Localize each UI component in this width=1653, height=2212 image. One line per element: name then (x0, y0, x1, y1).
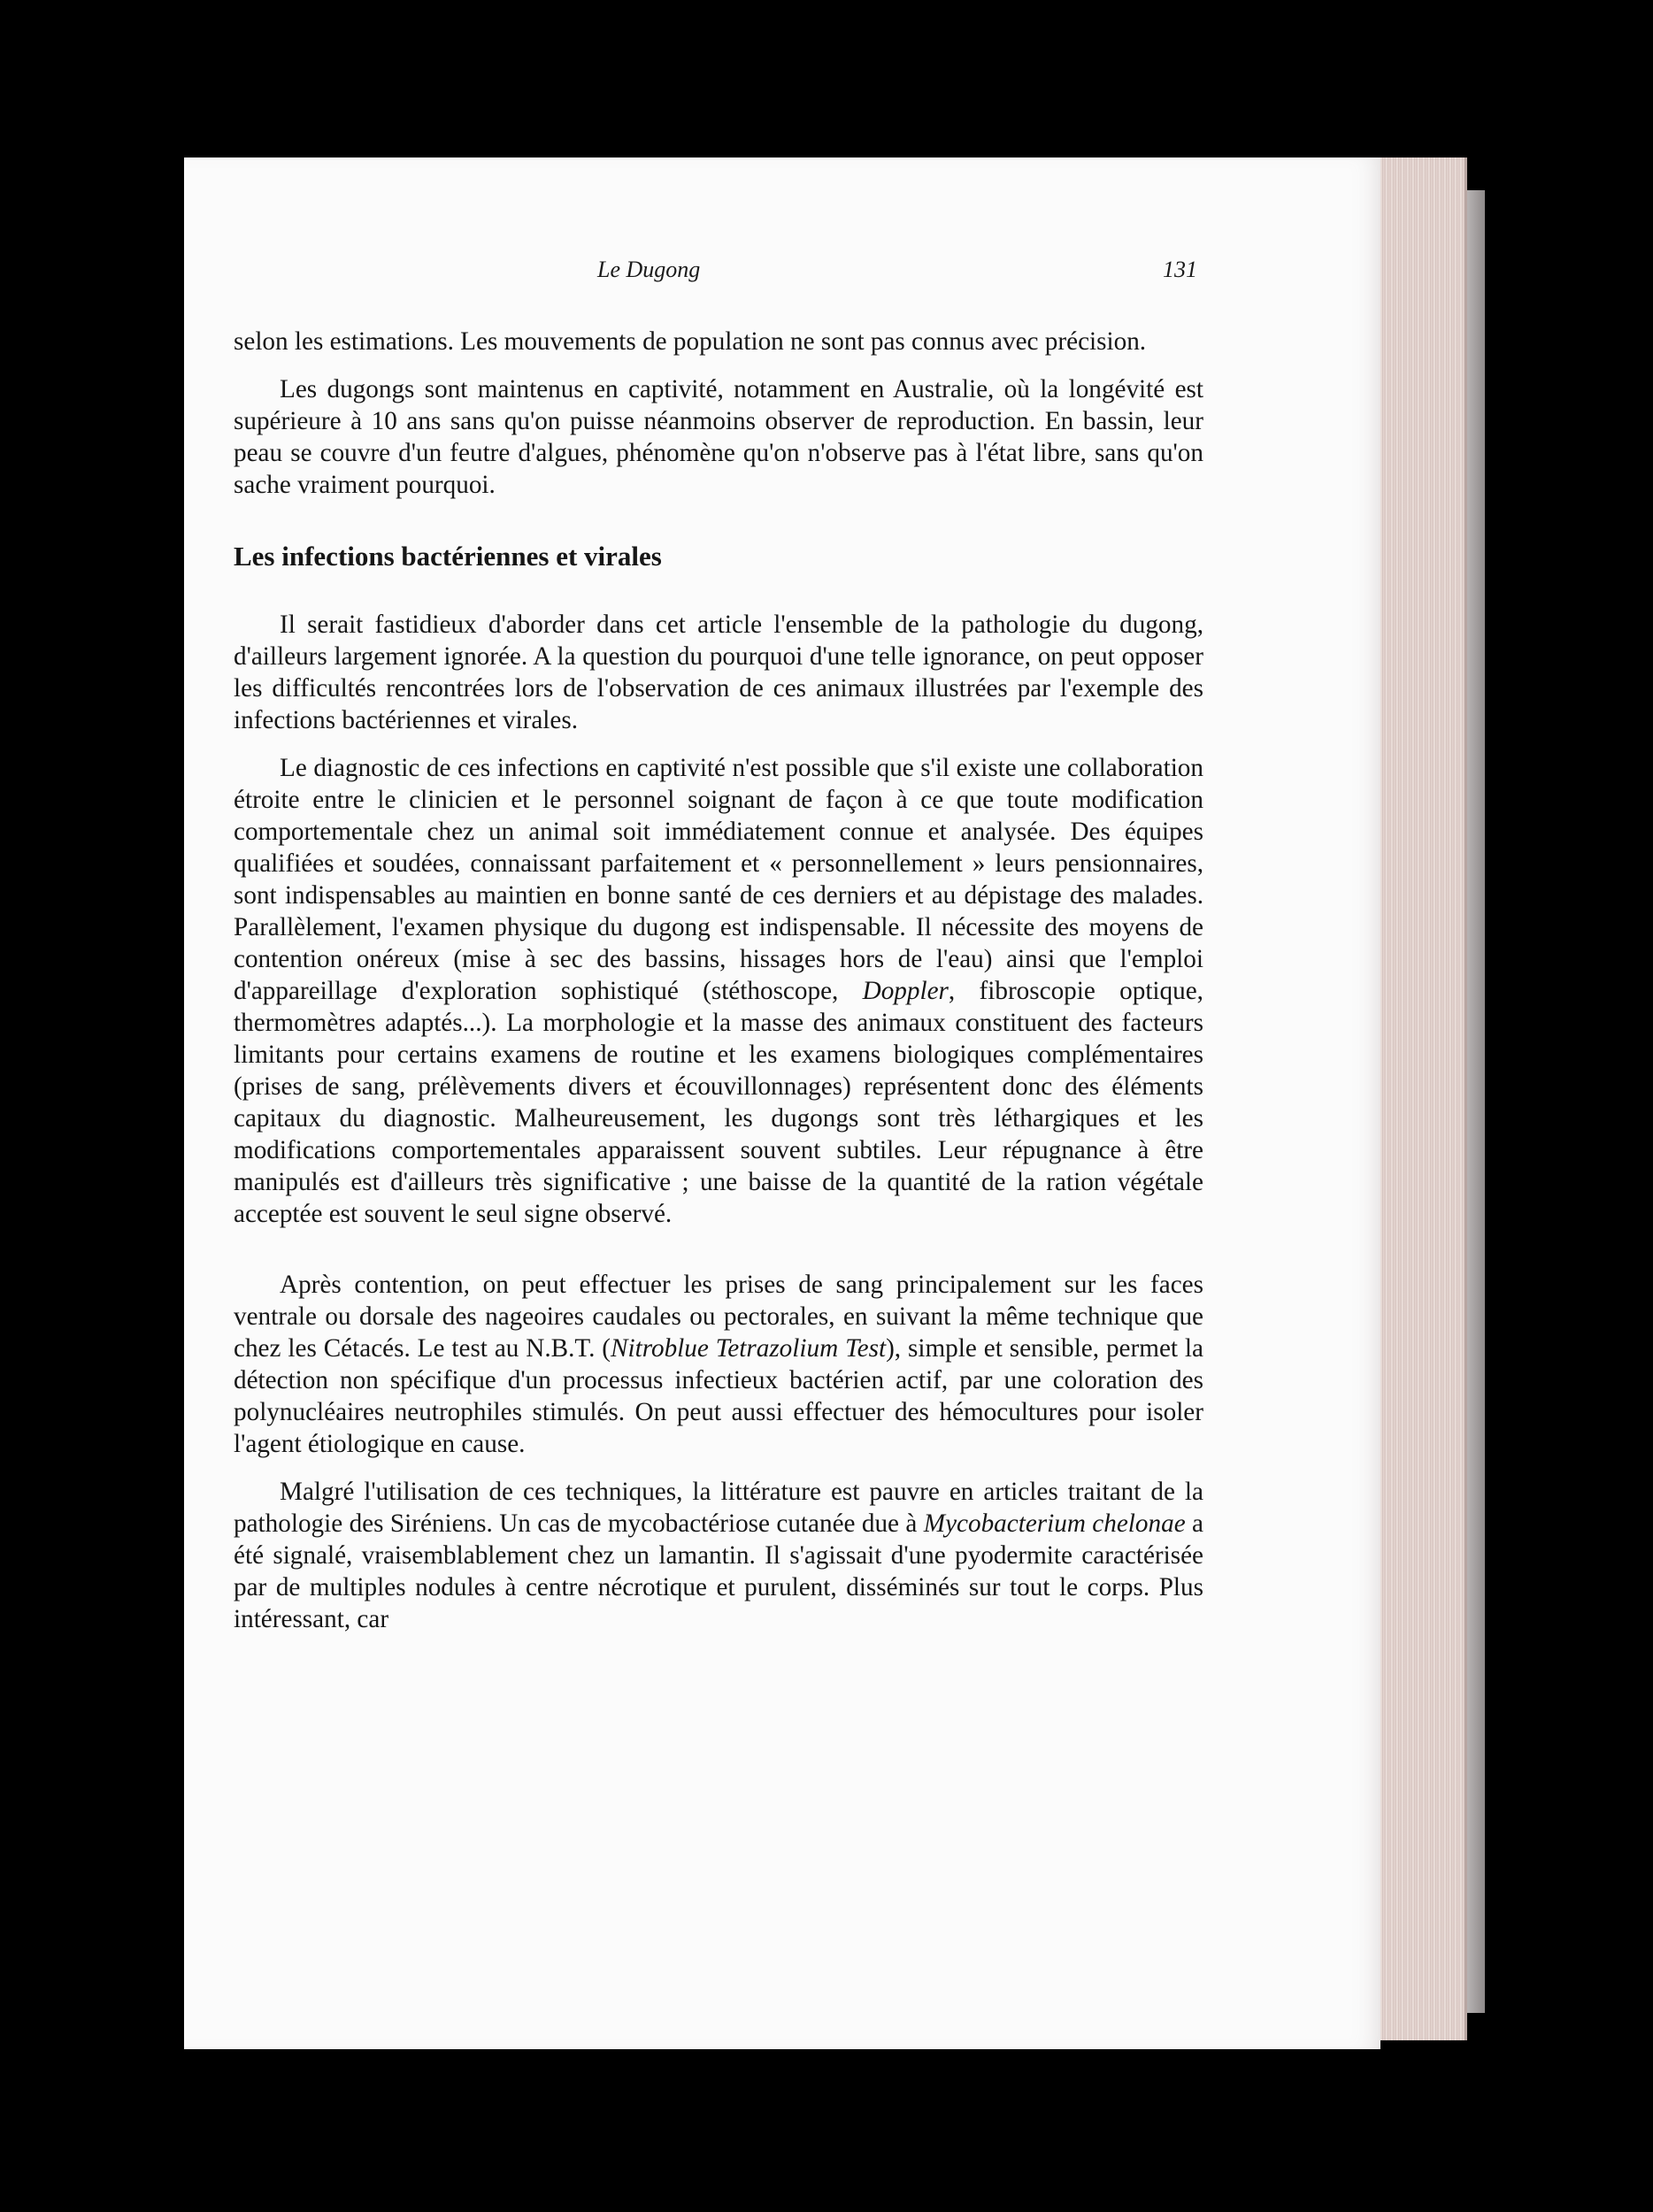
text-run: Après contention, on peut effectuer les prises de sang principalement sur les faces ventrale ou dorsale des nageoires caudales ou pectorales, en suivant la même technique que chez les Cétacés. Le test au N.B.T. ( (234, 1271, 1203, 1363)
book-page-edges (1367, 157, 1467, 2040)
text-run: ), simple et sensible, permet la détection non spécifique d'un processus infectieux bactérien actif, par une coloration des polynucléaires neutrophiles stimulés. On peut aussi effectuer des hémocultures pour isoler l'agent étiologique en cause. (234, 1334, 1203, 1458)
text-run: , fibroscopie optique, thermomètres adaptés...). La morphologie et la masse des animaux constituent des facteurs limitants pour certains examens de routine et les examens biologiques complémentaires (prises de sang, prélèvements divers et écouvillonnages) représentent donc des éléments capitaux du diagnostic. Malheureusement, les dugongs sont très léthargiques et les modifications comportementales apparaissent souvent subtiles. Leur répugnance à être manipulés est d'ailleurs très significative ; une baisse de la quantité de la ration végétale acceptée est souvent le seul signe observé. (234, 977, 1203, 1228)
paragraph-intro-pathology: Il serait fastidieux d'aborder dans cet article l'ensemble de la pathologie du dugong, d'ailleurs largement ignorée. A la question du pourquoi d'une telle ignorance, on peut opposer les difficultés rencontrées lors de l'observation de ces animaux illustrées par l'exemple des infections bactériennes et virales. (234, 611, 1203, 734)
italic-term: Mycobacterium chelonae (923, 1509, 1186, 1538)
page-number: 131 (1163, 257, 1197, 282)
running-title: Le Dugong (597, 257, 701, 282)
paragraph-diagnostic (234, 752, 1203, 1230)
italic-term: Nitroblue Tetrazolium Test (611, 1334, 887, 1363)
text-run: Le diagnostic de ces infections en captivité n'est possible que s'il existe une collaboration étroite entre le clinicien et le personnel soignant de façon à ce que toute modification comportementale chez un animal soit immédiatement connue et analysée. Des équipes qualifiées et soudées, connaissant parfaitement et « personnellement » leurs pensionnaires, sont indispensables au maintien en bonne santé de ces derniers et au dépistage des malades. Parallèlement, l'examen physique du dugong est indispensable. Il nécessite des moyens de contention onéreux (mise à sec des bassins, hissages hors de l'eau) ainsi que l'emploi d'appareillage d'exploration sophistiqué (stéthoscope, (234, 754, 1203, 1005)
book-page (184, 157, 1380, 2049)
text-run: Malgré l'utilisation de ces techniques, la littérature est pauvre en articles traitant de la pathologie des Siréniens. Un cas de mycobactériose cutanée due à (234, 1478, 1203, 1538)
paragraph-literature (234, 1476, 1203, 1635)
paragraph-continuation: selon les estimations. Les mouvements de population ne sont pas connus avec précision. (234, 327, 1147, 356)
body-text (234, 326, 1203, 1635)
text-run: a été signalé, vraisemblablement chez un lamantin. Il s'agissait d'une pyodermite caractérisée par de multiples nodules à centre nécrotique et purulent, disséminés sur tout le corps. Plus intéressant, car (234, 1509, 1203, 1633)
section-heading: Les infections bactériennes et virales (234, 541, 662, 572)
paragraph-captivity: Les dugongs sont maintenus en captivité, notamment en Australie, où la longévité est supérieure à 10 ans sans qu'on puisse néanmoins observer de reproduction. En bassin, leur peau se couvre d'un feutre d'algues, phénomène qu'on n'observe pas à l'état libre, sans qu'on sache vraiment pourquoi. (234, 375, 1203, 499)
paragraph-blood-tests (234, 1269, 1203, 1460)
italic-term: Doppler (862, 977, 949, 1005)
running-header (184, 257, 1380, 292)
